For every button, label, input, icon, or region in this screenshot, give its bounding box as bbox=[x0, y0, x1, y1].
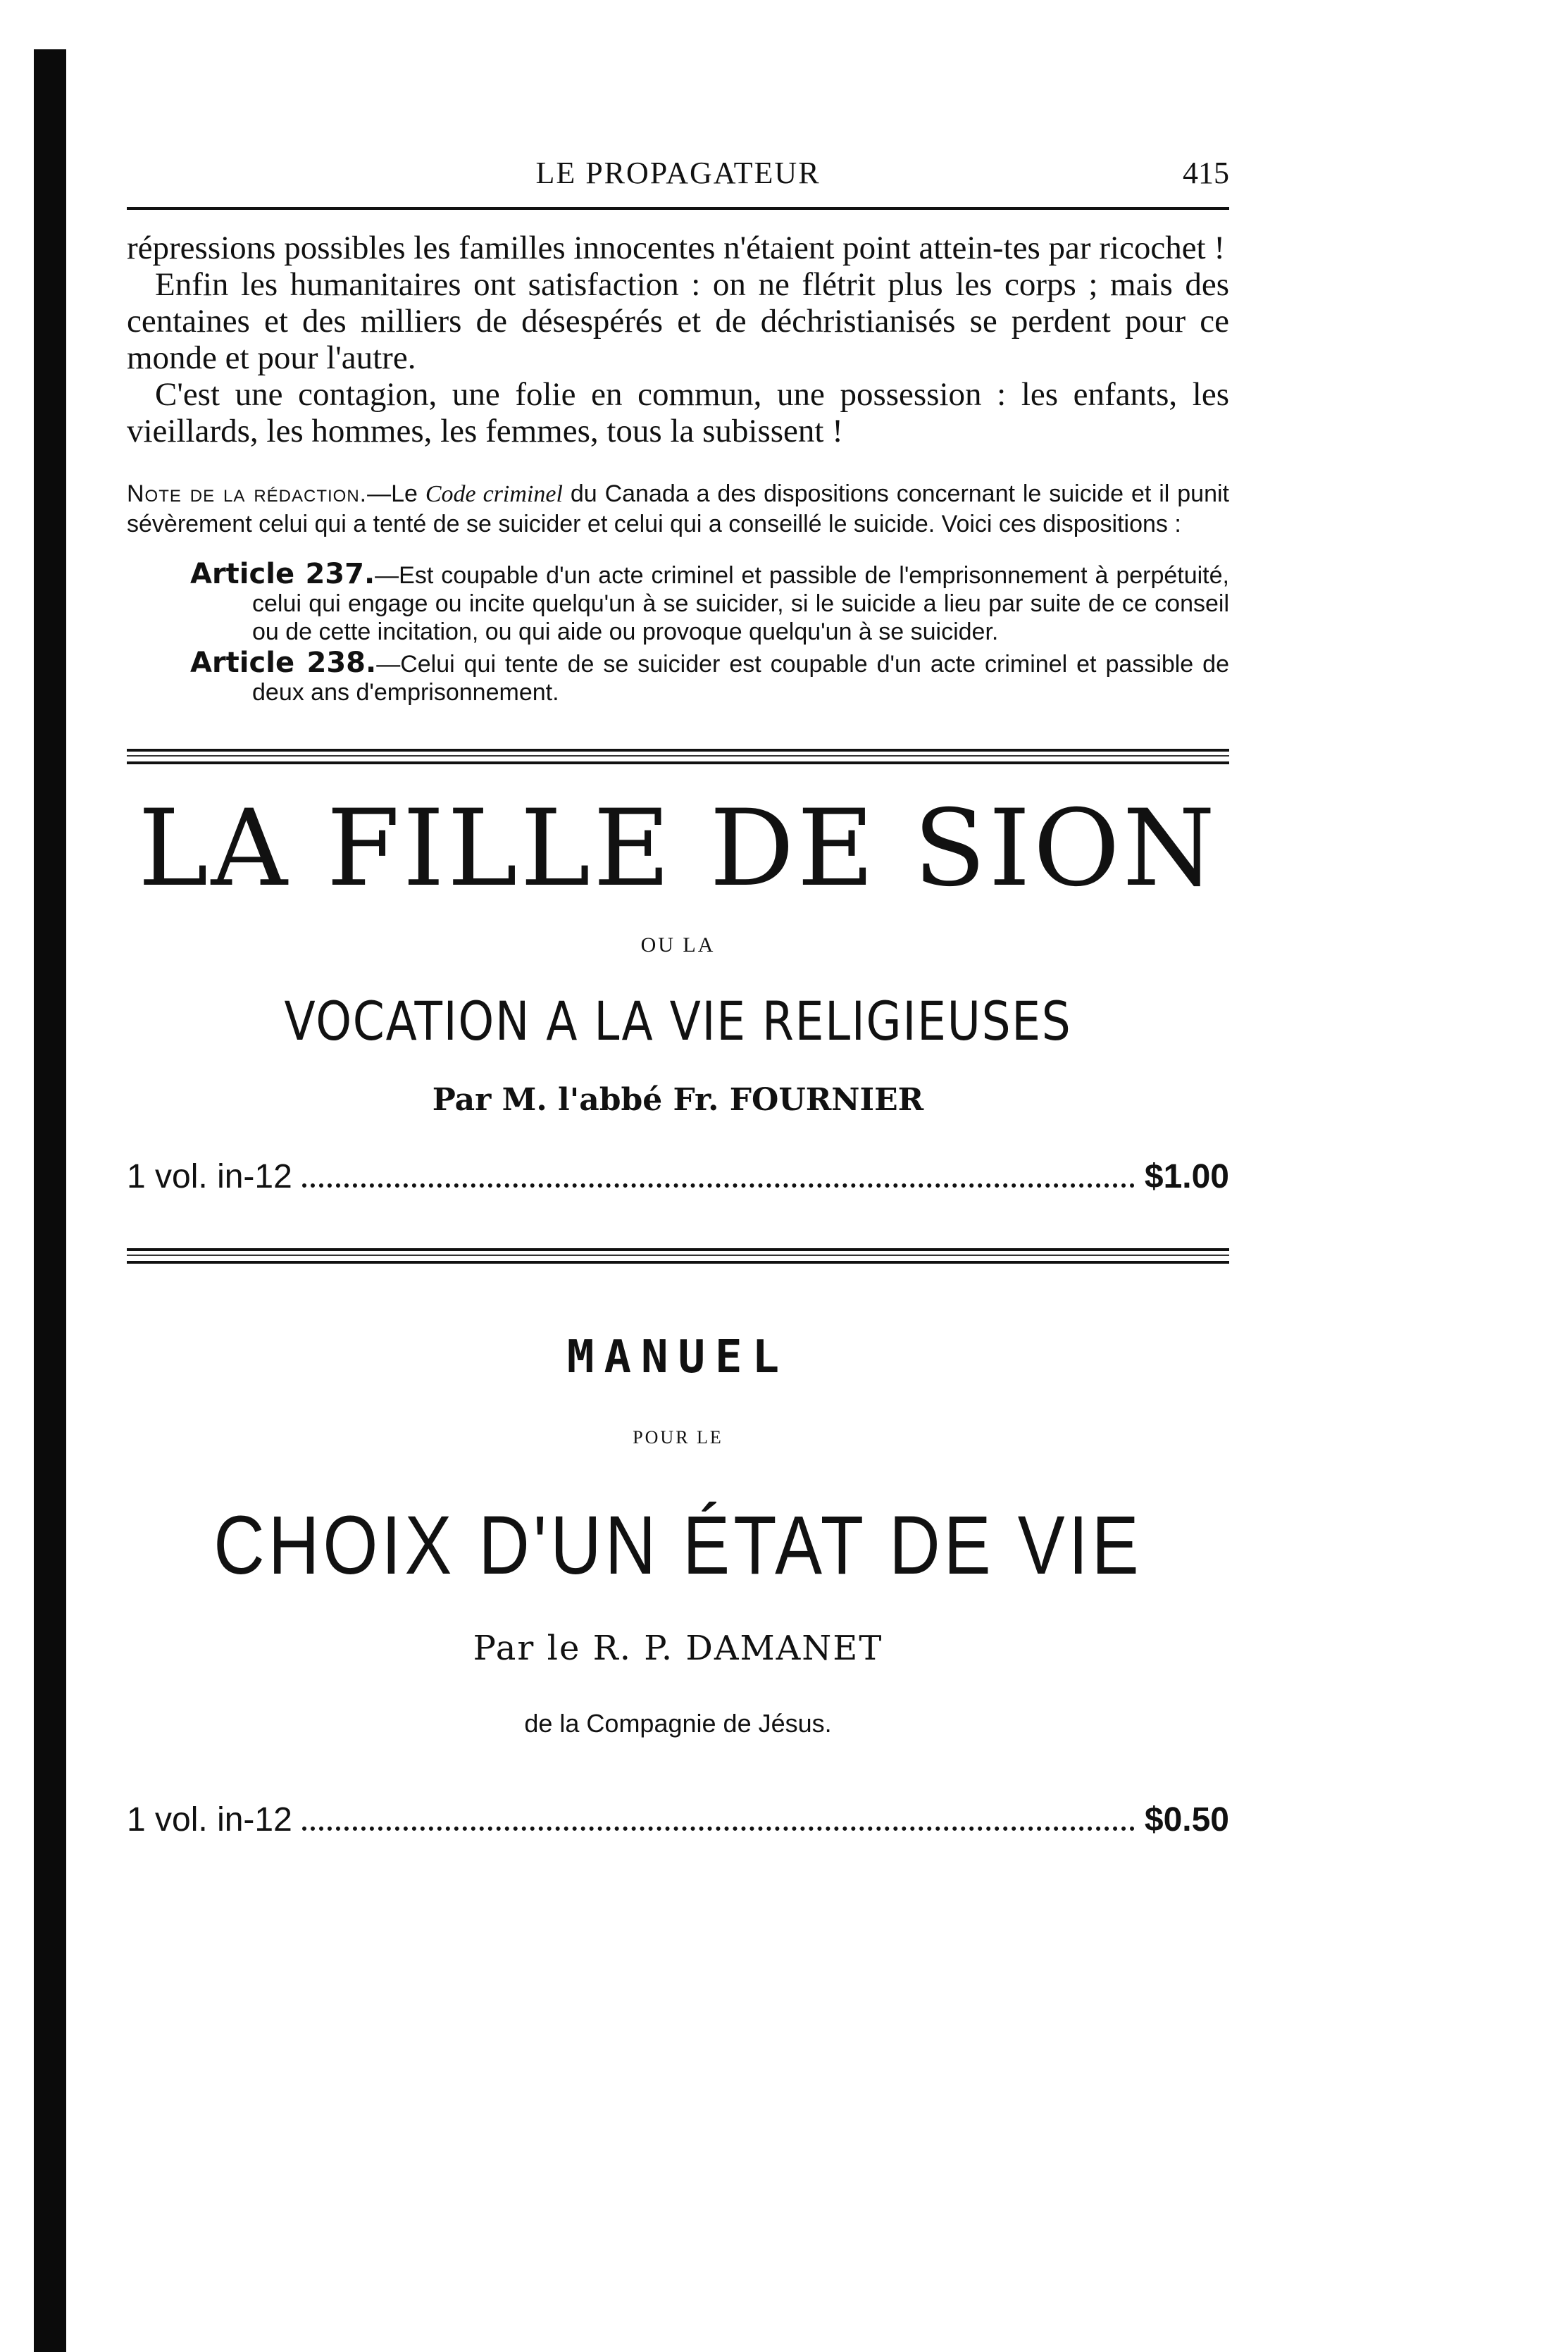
section-divider bbox=[127, 749, 1229, 764]
book1-connector: OU LA bbox=[640, 933, 716, 957]
article-label: Article 237. bbox=[190, 558, 375, 590]
header-rule bbox=[127, 207, 1229, 210]
book1-author: Par M. l'abbé Fr. FOURNIER bbox=[432, 1082, 924, 1118]
note-code-title: Code criminel bbox=[425, 481, 563, 507]
book2-price-line bbox=[127, 1800, 1229, 1839]
article-text: —Celui qui tente de se suicider est coupable d'un acte criminel et passible de deux ans d'emprisonnement. bbox=[252, 651, 1229, 706]
paragraph-3: C'est une contagion, une folie en commun, une possession : les enfants, les vieillards, les hommes, les femmes, tous la subissent ! bbox=[127, 376, 1229, 449]
book2-author: Par le R. P. DAMANET bbox=[473, 1629, 883, 1668]
dot-leader bbox=[302, 1183, 1135, 1188]
book1-subtitle: VOCATION A LA VIE RELIGIEUSES bbox=[284, 990, 1072, 1052]
article-237 bbox=[190, 560, 1229, 646]
book1-format: 1 vol. in-12 bbox=[127, 1158, 292, 1195]
article-body bbox=[127, 230, 1229, 449]
article-238 bbox=[190, 649, 1229, 707]
book1-title: LA FILLE DE SION bbox=[137, 788, 1219, 910]
dot-leader bbox=[302, 1827, 1135, 1831]
scan-binding-edge bbox=[34, 49, 66, 2352]
article-text: —Est coupable d'un acte criminel et passible de l'emprisonnement à perpétuité, celui qui engage ou incite quelqu'un à se suicider, si le suicide a lieu par suite de ce conseil ou de cette incitation, ou qui aide ou provoque quelqu'un à se suicider. bbox=[252, 562, 1229, 645]
note-before-code: —Le bbox=[367, 480, 418, 507]
article-label: Article 238. bbox=[190, 647, 377, 679]
book2-format: 1 vol. in-12 bbox=[127, 1801, 292, 1838]
book1-price: $1.00 bbox=[1144, 1158, 1229, 1195]
book2-title: MANUEL bbox=[566, 1331, 790, 1383]
editor-note bbox=[127, 479, 1229, 539]
page bbox=[127, 134, 1229, 2317]
section-divider bbox=[127, 1248, 1229, 1264]
paragraph-2: Enfin les humanitaires ont satisfaction : on ne flétrit plus les corps ; mais des centaines et des milliers de désespérés et de déchristianisés se perdent pour ce monde et pour l'autre. bbox=[127, 266, 1229, 376]
note-label: Note de la rédaction. bbox=[127, 480, 368, 507]
book2-connector: POUR LE bbox=[633, 1427, 723, 1448]
page-number: 415 bbox=[1183, 156, 1229, 190]
running-title: LE PROPAGATEUR bbox=[535, 156, 821, 190]
note-text: du Canada a des dispositions concernant le suicide et il punit sévèrement celui qui a tenté de se suicider et celui qui a conseillé le suicide. Voici ces dispositions : bbox=[127, 480, 1229, 537]
book1-price-line bbox=[127, 1157, 1229, 1196]
paragraph-1: répressions possibles les familles innocentes n'étaient point attein-tes par ricochet ! bbox=[127, 230, 1226, 266]
book2-affiliation: de la Compagnie de Jésus. bbox=[524, 1709, 832, 1738]
running-head bbox=[127, 134, 1229, 190]
book2-price: $0.50 bbox=[1144, 1801, 1229, 1838]
book2-subtitle: CHOIX D'UN ÉTAT DE VIE bbox=[213, 1499, 1143, 1592]
law-articles bbox=[127, 560, 1229, 707]
